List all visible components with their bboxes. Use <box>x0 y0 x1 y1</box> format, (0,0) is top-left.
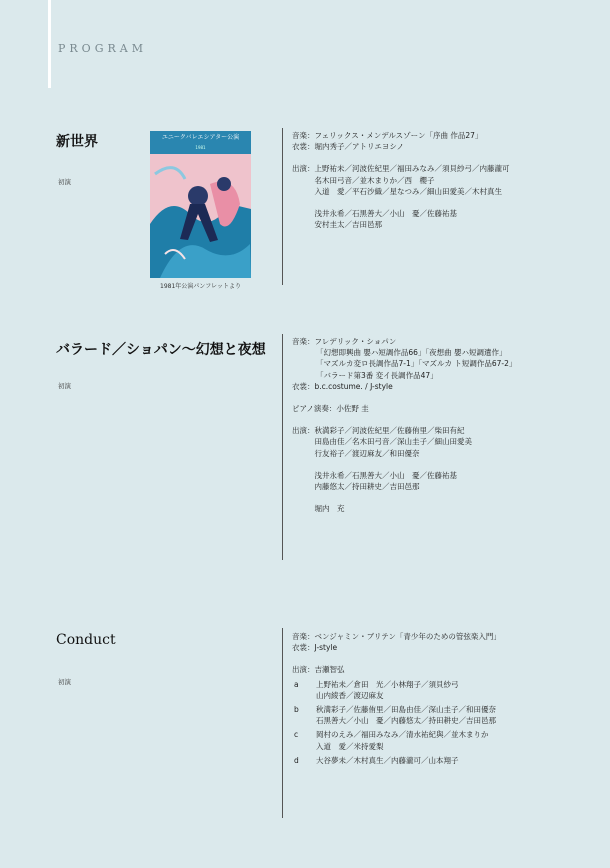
cast-group-c <box>292 729 501 751</box>
section-divider <box>282 334 283 560</box>
cast-line: 浅井永希／石黒善大／小山 憂／佐藤祐基 <box>314 209 457 219</box>
pamphlet-illustration <box>150 154 251 278</box>
page-header: PROGRAM <box>58 42 147 55</box>
costume-credit: 衣裳：堀内秀子／アトリエヨシノ <box>292 142 405 152</box>
cast-line: 入道 愛／平石沙織／星なつみ／細山田愛美／木村真生 <box>314 186 502 196</box>
group-label: b <box>294 705 299 715</box>
group-label: c <box>294 730 299 740</box>
music-credit: 音楽：ベンジャミン・ブリテン「青少年のための管弦楽入門」 <box>292 632 501 641</box>
header-accent-bar <box>48 0 51 88</box>
cast-line: 大谷夢未／木村真生／内藤瀧可／山本翔子 <box>316 755 459 765</box>
pamphlet-caption: 1981年公演パンフレットより <box>160 283 241 290</box>
premiere-label: 初演 <box>58 178 71 186</box>
section-divider <box>282 628 283 818</box>
music-piece: 「幻想即興曲 嬰ハ短調作品66」「夜想曲 嬰ハ短調遺作」 <box>316 348 507 358</box>
cast-label: 出演：吉瀬智弘 <box>292 665 345 675</box>
music-piece: 「マズルカ変ロ長調作品7-1」「マズルカ ト短調作品67-2」 <box>316 359 517 369</box>
section-details-ballade <box>292 336 516 514</box>
cast-line: 石黒善大／小山 憂／内藤悠太／持田耕史／吉田邑那 <box>316 716 496 726</box>
premiere-label: 初演 <box>58 678 71 686</box>
section-details-conduct <box>292 631 501 766</box>
group-label: d <box>294 755 299 765</box>
section-divider <box>282 128 283 285</box>
music-credit: 音楽：フレデリック・ショパン <box>292 337 397 346</box>
cast-group-b <box>292 704 501 726</box>
section-title-shinsekai: 新世界 <box>56 134 98 150</box>
cast-group-a <box>292 679 501 701</box>
section-title-ballade: バラード／ショパン〜幻想と夜想 <box>56 342 266 358</box>
cast-line: 行友裕子／渡辺麻友／和田優奈 <box>314 448 420 458</box>
section-details-shinsekai <box>292 130 510 230</box>
pamphlet-title: ユニークバレエシアター公演 <box>150 131 251 145</box>
cast-line: 上野祐未／倉田 光／小林翔子／須貝紗弓 <box>316 679 459 689</box>
cast-label: 出演： <box>292 426 315 436</box>
music-credit: 音楽：フェリックス・メンデルスゾーン「序曲 作品27」 <box>292 131 483 140</box>
cast-line: 内藤悠太／持田耕史／吉田邑那 <box>314 482 420 492</box>
section-title-conduct: Conduct <box>56 632 116 648</box>
premiere-label: 初演 <box>58 382 71 390</box>
group-label: a <box>294 679 299 689</box>
cast-line: 田島由佳／名木田弓音／深山圭子／細山田愛美 <box>314 437 472 447</box>
costume-credit: 衣裳：J-style <box>292 643 338 653</box>
piano-credit: ピアノ演奏：小佐野 圭 <box>292 404 369 414</box>
cast-line: 名木田弓音／並木まりか／西 櫻子 <box>314 175 435 185</box>
costume-credit: 衣裳：b.c.costume. / J-style <box>292 381 393 391</box>
cast-line: 岡村のえみ／福田みなみ／清水祐紀與／並木まりか <box>316 730 489 740</box>
cast-line: 秋満彩子／佐藤侑里／田島由佳／深山圭子／和田優奈 <box>316 705 496 715</box>
cast-line: 浅井永希／石黒善大／小山 憂／佐藤祐基 <box>314 470 457 480</box>
cast-line: 山内綾香／渡辺麻友 <box>316 690 384 700</box>
cast-line: 入道 愛／米持愛梨 <box>316 741 384 751</box>
cast-line: 安村圭太／吉田邑那 <box>314 220 382 230</box>
cast-line: 上野祐未／河波佐紀里／福田みなみ／須貝紗弓／内藤瀧可 <box>314 164 510 174</box>
cast-label: 出演： <box>292 164 315 174</box>
cast-line: 秋満彩子／河波佐紀里／佐藤侑里／柴田有紀 <box>314 426 465 436</box>
cast-group-d <box>292 755 501 766</box>
pamphlet-image <box>150 131 251 278</box>
cast-line: 堀内 充 <box>314 504 345 514</box>
pamphlet-subtitle: 1981 <box>150 145 251 154</box>
music-piece: 「バラード第3番 変イ長調作品47」 <box>316 370 438 380</box>
